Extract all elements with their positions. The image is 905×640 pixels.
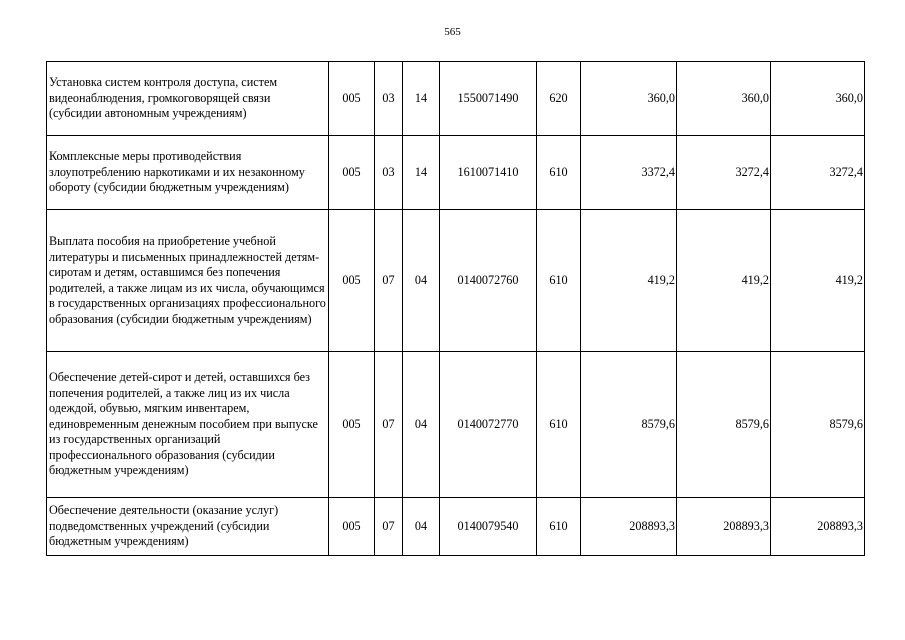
ministry-code: 005 [329, 210, 375, 352]
table-row [47, 498, 865, 556]
amount-1: 208893,3 [581, 498, 677, 556]
amount-3: 208893,3 [771, 498, 865, 556]
amount-1: 360,0 [581, 62, 677, 136]
amount-2: 3272,4 [677, 136, 771, 210]
table-row [47, 136, 865, 210]
row-description: Комплексные меры противодействия злоупотреблению наркотиками и их незаконному обороту (субсидии бюджетным учреждениям) [47, 136, 329, 210]
target-article-code: 0140072760 [440, 210, 537, 352]
amount-1: 8579,6 [581, 352, 677, 498]
amount-2: 419,2 [677, 210, 771, 352]
row-description: Установка систем контроля доступа, систем видеонаблюдения, громкоговорящей связи (субсидии автономным учреждениям) [47, 62, 329, 136]
amount-3: 8579,6 [771, 352, 865, 498]
budget-table [46, 61, 865, 556]
table-row [47, 62, 865, 136]
amount-2: 208893,3 [677, 498, 771, 556]
amount-1: 419,2 [581, 210, 677, 352]
target-article-code: 0140072770 [440, 352, 537, 498]
row-description: Выплата пособия на приобретение учебной литературы и письменных принадлежностей детям-сиротам и детям, оставшимся без попечения родителей, а также лицам из их числа, обучающимся в государственных организациях профессионального образования (субсидии бюджетным учреждениям) [47, 210, 329, 352]
target-article-code: 0140079540 [440, 498, 537, 556]
table-row [47, 352, 865, 498]
subsection-code: 04 [403, 352, 440, 498]
ministry-code: 005 [329, 352, 375, 498]
row-description: Обеспечение детей-сирот и детей, оставшихся без попечения родителей, а также лиц из их числа одеждой, обувью, мягким инвентарем, единовременным денежным пособием при выпуске из государственных организаций профессионального образования (субсидии бюджетным учреждениям) [47, 352, 329, 498]
subsection-code: 14 [403, 62, 440, 136]
ministry-code: 005 [329, 498, 375, 556]
page-number: 565 [444, 26, 461, 38]
section-code: 03 [375, 136, 403, 210]
subsection-code: 14 [403, 136, 440, 210]
expense-type-code: 610 [537, 498, 581, 556]
ministry-code: 005 [329, 136, 375, 210]
amount-2: 360,0 [677, 62, 771, 136]
subsection-code: 04 [403, 210, 440, 352]
subsection-code: 04 [403, 498, 440, 556]
target-article-code: 1610071410 [440, 136, 537, 210]
amount-3: 3272,4 [771, 136, 865, 210]
amount-2: 8579,6 [677, 352, 771, 498]
ministry-code: 005 [329, 62, 375, 136]
target-article-code: 1550071490 [440, 62, 537, 136]
section-code: 07 [375, 352, 403, 498]
expense-type-code: 620 [537, 62, 581, 136]
row-description: Обеспечение деятельности (оказание услуг) подведомственных учреждений (субсидии бюджетным учреждениям) [47, 498, 329, 556]
amount-3: 419,2 [771, 210, 865, 352]
table-row [47, 210, 865, 352]
amount-3: 360,0 [771, 62, 865, 136]
section-code: 07 [375, 498, 403, 556]
section-code: 07 [375, 210, 403, 352]
expense-type-code: 610 [537, 136, 581, 210]
amount-1: 3372,4 [581, 136, 677, 210]
expense-type-code: 610 [537, 210, 581, 352]
expense-type-code: 610 [537, 352, 581, 498]
section-code: 03 [375, 62, 403, 136]
